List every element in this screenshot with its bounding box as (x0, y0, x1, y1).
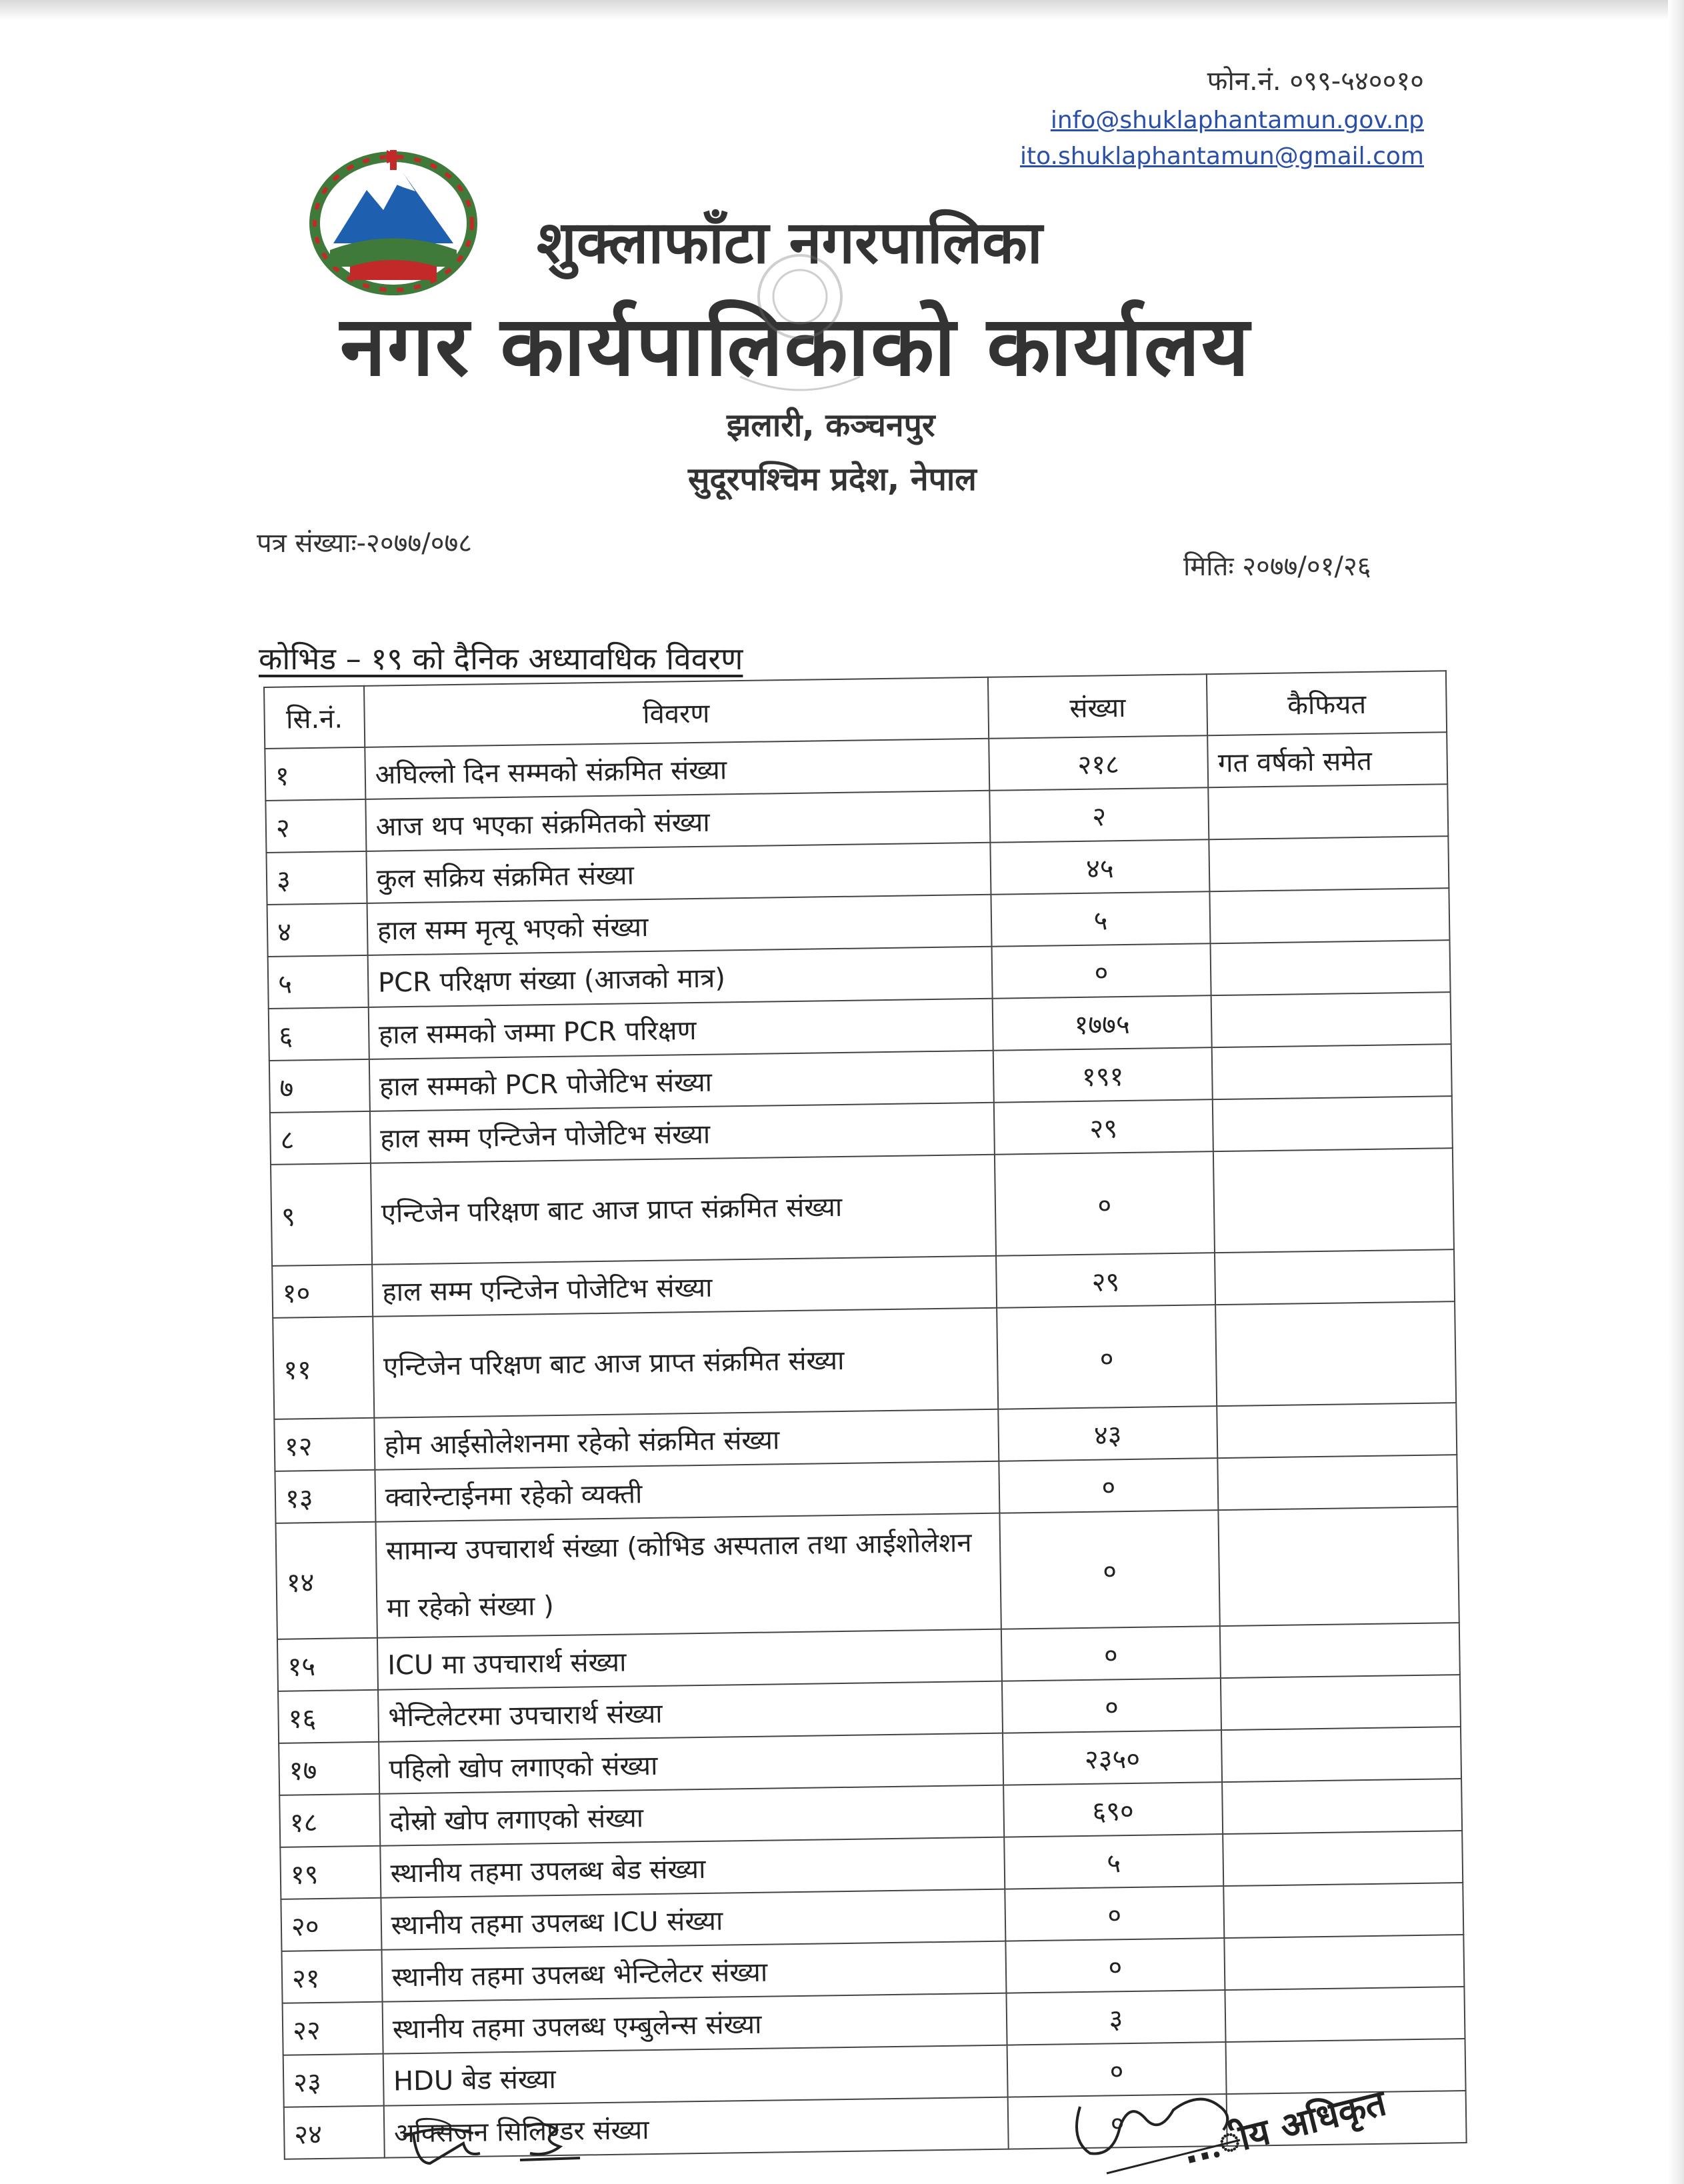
row-sn: २४ (284, 2106, 385, 2159)
row-count: ० (1007, 2042, 1227, 2097)
row-remarks (1217, 1403, 1457, 1458)
row-sn: ५ (268, 955, 369, 1009)
row-remarks (1212, 1044, 1452, 1099)
row-remarks (1220, 1623, 1460, 1678)
row-count: ० (999, 1458, 1219, 1513)
signature-left (400, 2117, 593, 2173)
row-count: ६९० (1003, 1782, 1223, 1837)
row-remarks (1219, 1507, 1459, 1626)
row-remarks (1221, 1675, 1461, 1730)
row-count: २३५० (1003, 1730, 1223, 1785)
row-description: स्थानीय तहमा उपलब्ध ICU संख्या (381, 1889, 1005, 1950)
row-sn: १२ (274, 1418, 375, 1471)
row-remarks (1211, 992, 1451, 1047)
scan-shadow-top (0, 0, 1684, 20)
header-sn: सि.नं. (264, 686, 365, 749)
row-count: ३ (1006, 1990, 1226, 2045)
row-sn: ४ (267, 903, 368, 957)
row-count: ० (999, 1510, 1220, 1629)
row-sn: १७ (279, 1742, 379, 1795)
signatory-title: ...ीय अधिकृत (1177, 2081, 1391, 2173)
row-remarks (1209, 836, 1449, 891)
row-sn: २३ (283, 2054, 384, 2107)
row-remarks (1218, 1455, 1458, 1510)
row-count: ० (1005, 1938, 1225, 1993)
row-count: ४३ (998, 1406, 1218, 1461)
row-count: ५ (991, 891, 1211, 947)
row-remarks (1208, 784, 1448, 839)
row-remarks (1225, 1935, 1465, 1990)
letter-subject: कोभिड – १९ को दैनिक अध्यावधिक विवरण (259, 641, 743, 677)
row-remarks (1211, 940, 1451, 995)
office-name: नगर कार्यपालिकाको कार्यालय (340, 299, 1251, 395)
row-description: पहिलो खोप लगाएको संख्या (379, 1733, 1003, 1794)
row-description: हाल सम्म एन्टिजेन पोजेटिभ संख्या (372, 1256, 997, 1317)
row-count: २१८ (989, 735, 1209, 791)
row-description: हाल सम्म एन्टिजेन पोजेटिभ संख्या (370, 1103, 995, 1163)
row-remarks (1223, 1831, 1463, 1886)
phone-number: फोन.नं. ०९९-५४००१० (1207, 66, 1424, 97)
header-description: विवरण (364, 677, 989, 747)
row-sn: १६ (278, 1690, 379, 1743)
table-row (273, 1301, 1456, 1419)
row-sn: १३ (275, 1470, 375, 1523)
row-remarks (1215, 1249, 1455, 1305)
reference-number: पत्र संख्याः-२०७७/०७८ (257, 528, 473, 559)
row-sn: ११ (273, 1317, 374, 1419)
row-description: क्वारेन्टाईनमा रहेको व्यक्ती (375, 1461, 999, 1522)
municipality-name: शुक्लाफाँटा नगरपालिका (537, 208, 1043, 277)
row-sn: ७ (269, 1059, 370, 1113)
row-count: ० (991, 943, 1211, 999)
row-remarks (1215, 1301, 1456, 1406)
row-description: एन्टिजेन परिक्षण बाट आज प्राप्त संक्रमित संख्या (373, 1308, 998, 1418)
row-count: ० (1005, 1886, 1225, 1941)
row-description: HDU बेड संख्या (383, 2045, 1007, 2106)
row-sn: १८ (279, 1794, 380, 1847)
row-count: ० (1001, 1678, 1221, 1733)
row-count: १७७५ (992, 995, 1212, 1051)
row-description: होम आईसोलेशनमा रहेको संक्रमित संख्या (374, 1409, 999, 1470)
row-sn: १९ (280, 1846, 381, 1899)
row-remarks (1213, 1148, 1454, 1253)
email-secondary-link[interactable]: ito.shuklaphantamun@gmail.com (1020, 143, 1424, 170)
row-sn: २२ (283, 2002, 383, 2055)
row-remarks: गत वर्षको समेत (1207, 732, 1447, 787)
row-description: कुल सक्रिय संक्रमित संख्या (366, 843, 991, 903)
row-description: स्थानीय तहमा उपलब्ध बेड संख्या (380, 1837, 1005, 1898)
row-description: स्थानीय तहमा उपलब्ध भेन्टिलेटर संख्या (381, 1941, 1006, 2002)
covid-data-table (263, 670, 1467, 2160)
row-count: ४५ (990, 839, 1210, 895)
row-sn: ६ (269, 1007, 369, 1061)
row-count: ० (1001, 1626, 1221, 1681)
row-sn: १० (272, 1265, 373, 1318)
row-description: PCR परिक्षण संख्या (आजको मात्र) (367, 947, 992, 1007)
row-remarks (1213, 1096, 1453, 1151)
row-remarks (1210, 888, 1450, 943)
row-description: आज थप भएका संक्रमितको संख्या (365, 791, 990, 851)
row-count: ० (997, 1305, 1217, 1409)
row-description: अक्सिजन सिलिण्डर संख्या (384, 2097, 1009, 2158)
header-remarks: कैफियत (1207, 671, 1447, 735)
row-sn: ८ (270, 1111, 371, 1165)
table-row (271, 1148, 1454, 1266)
table-body (265, 732, 1466, 2159)
row-count: २ (989, 787, 1209, 843)
row-remarks (1221, 1727, 1461, 1782)
letter-date: मितिः २०७७/०१/२६ (1183, 551, 1371, 582)
row-sn: १४ (276, 1522, 377, 1639)
address-line-2: सुदूरपश्चिम प्रदेश, नेपाल (688, 461, 977, 498)
row-count: ० (1007, 2094, 1227, 2149)
row-description: अघिल्लो दिन सम्मको संक्रमित संख्या (365, 739, 989, 799)
row-description: दोस्रो खोप लगाएको संख्या (379, 1785, 1004, 1846)
row-description: सामान्य उपचारार्थ संख्या (कोभिड अस्पताल तथा आईशोलेशन मा रहेको संख्या ) (375, 1513, 1001, 1638)
row-sn: २१ (281, 1950, 382, 2003)
row-sn: १ (265, 747, 365, 801)
header-count: संख्या (987, 674, 1207, 739)
row-description: हाल सम्म मृत्यू भएको संख्या (367, 895, 991, 955)
row-remarks (1222, 1779, 1462, 1834)
row-remarks (1225, 1987, 1465, 2042)
row-count: २९ (993, 1099, 1213, 1155)
row-description: हाल सम्मको PCR पोजेटिभ संख्या (369, 1051, 994, 1111)
address-line-1: झलारी, कञ्चनपुर (727, 407, 935, 444)
row-description: एन्टिजेन परिक्षण बाट आज प्राप्त संक्रमित संख्या (371, 1155, 996, 1265)
email-primary-link[interactable]: info@shuklaphantamun.gov.np (1050, 107, 1424, 134)
row-description: भेन्टिलेटरमा उपचारार्थ संख्या (378, 1681, 1003, 1742)
row-sn: ३ (266, 851, 367, 905)
row-sn: २ (265, 799, 366, 853)
row-description: स्थानीय तहमा उपलब्ध एम्बुलेन्स संख्या (382, 1993, 1007, 2054)
row-sn: २० (281, 1898, 381, 1951)
row-description: ICU मा उपचारार्थ संख्या (377, 1629, 1002, 1690)
row-remarks (1224, 1883, 1464, 1938)
row-sn: १५ (277, 1638, 378, 1691)
row-count: १९१ (993, 1047, 1213, 1103)
row-description: हाल सम्मको जम्मा PCR परिक्षण (369, 999, 993, 1059)
row-count: ० (994, 1151, 1215, 1256)
row-count: २९ (996, 1253, 1216, 1308)
row-sn: ९ (271, 1163, 372, 1266)
nepal-emblem-icon (303, 143, 483, 297)
table-row (276, 1507, 1459, 1639)
scan-shadow-right (1668, 0, 1684, 2184)
row-count: ५ (1004, 1834, 1224, 1889)
